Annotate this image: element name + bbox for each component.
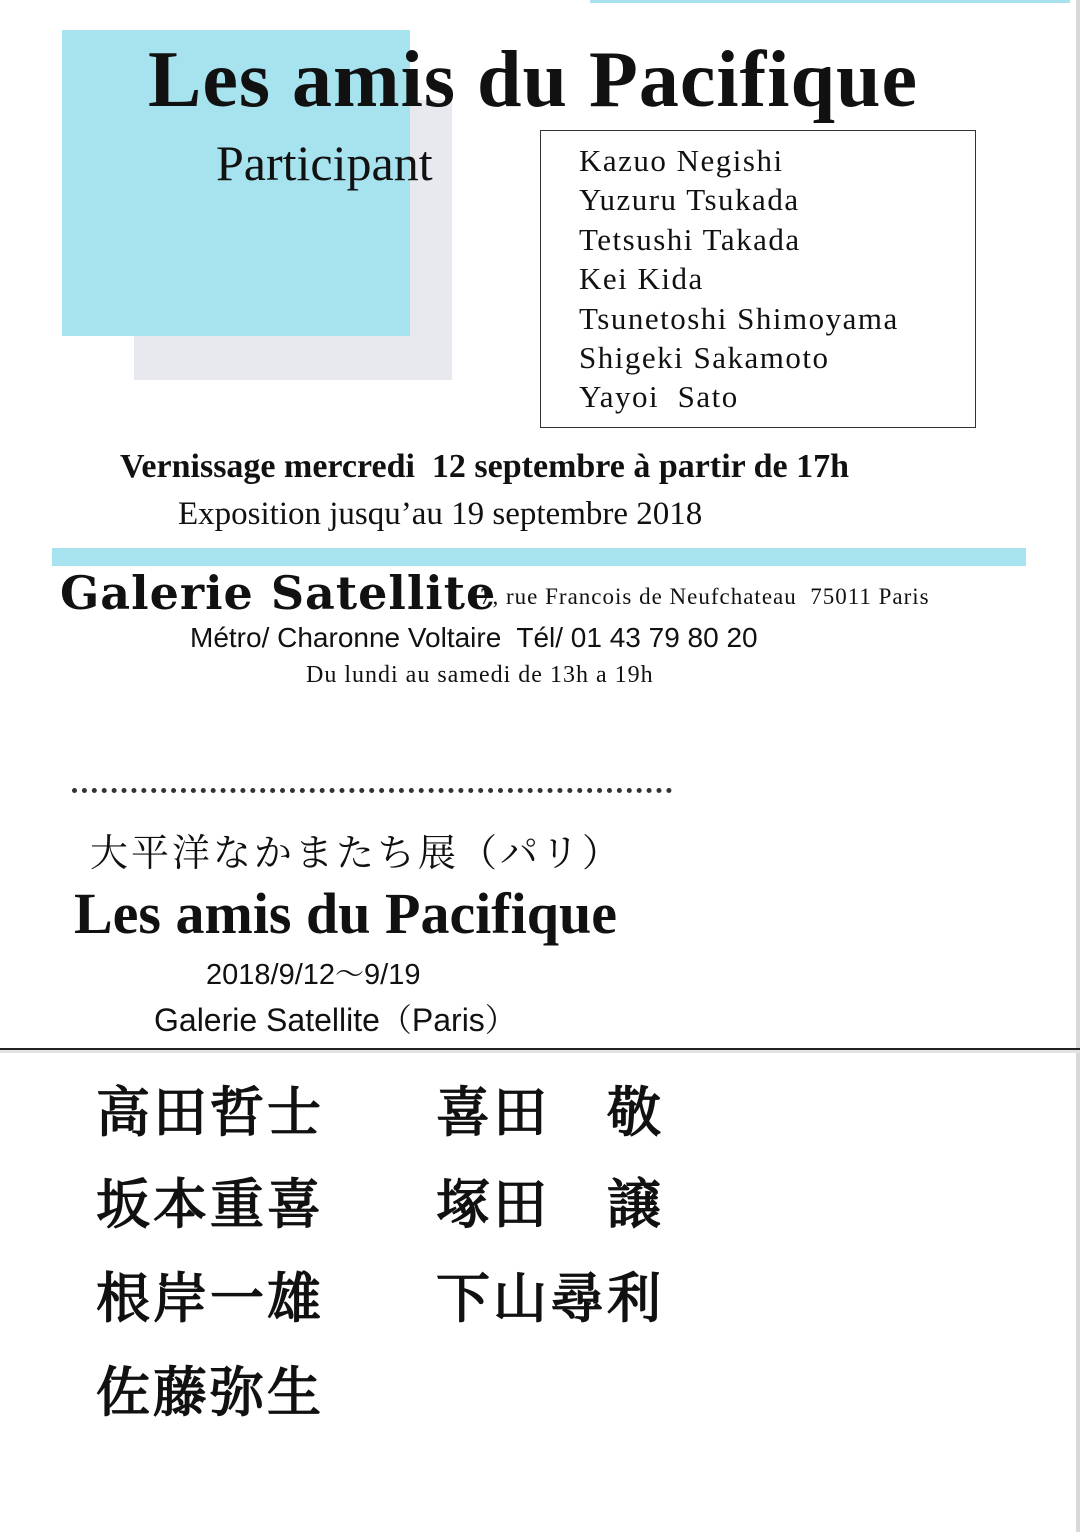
vernissage-date: Vernissage mercredi 12 septembre à partir de 17h: [120, 448, 850, 485]
participant-name: Yuzuru Tsukada: [579, 182, 800, 218]
participant-heading: Participant: [216, 135, 433, 191]
exhibition-dates: 2018/9/12～9/19: [206, 959, 421, 991]
gallery-name: Galerie Satellite: [60, 566, 497, 620]
gallery-address: 7, rue Francois de Neufchateau 75011 Paris: [480, 584, 930, 609]
top-edge-strip: [590, 0, 1070, 3]
participant-name: Kei Kida: [579, 261, 704, 297]
participant-name: Yayoi Sato: [579, 379, 739, 415]
japanese-participant-name: 佐藤弥生: [96, 1361, 324, 1424]
fold-shadow: [0, 1050, 1080, 1053]
opening-hours: Du lundi au samedi de 13h a 19h: [306, 662, 654, 688]
japanese-participant-name: 下山尋利: [436, 1267, 664, 1330]
japanese-exhibition-title: 大平洋なかまたち展（パリ）: [90, 831, 624, 875]
japanese-participant-name: 根岸一雄: [96, 1267, 324, 1330]
participant-name: Tsunetoshi Shimoyama: [579, 300, 899, 336]
participants-box: [540, 130, 976, 428]
japanese-participant-name: 塚田 譲: [436, 1173, 664, 1236]
exposition-end-date: Exposition jusqu’au 19 septembre 2018: [178, 496, 703, 532]
exhibition-venue: Galerie Satellite（Paris）: [154, 1002, 517, 1038]
japanese-participant-name: 喜田 敬: [436, 1081, 664, 1144]
participant-name: Kazuo Negishi: [579, 143, 784, 178]
japanese-participant-name: 高田哲士: [96, 1081, 324, 1144]
metro-and-phone: Métro/ Charonne Voltaire Tél/ 01 43 79 80 20: [190, 622, 758, 653]
participant-name: Tetsushi Takada: [579, 221, 801, 257]
right-edge-border: [1076, 0, 1080, 1532]
exhibition-title-secondary: Les amis du Pacifique: [74, 881, 617, 946]
participant-name: Shigeki Sakamoto: [579, 340, 830, 376]
blue-divider-band: [52, 548, 1026, 566]
japanese-participant-name: 坂本重喜: [96, 1173, 324, 1236]
exhibition-title: Les amis du Pacifique: [148, 36, 918, 124]
dotted-separator: [72, 788, 672, 793]
